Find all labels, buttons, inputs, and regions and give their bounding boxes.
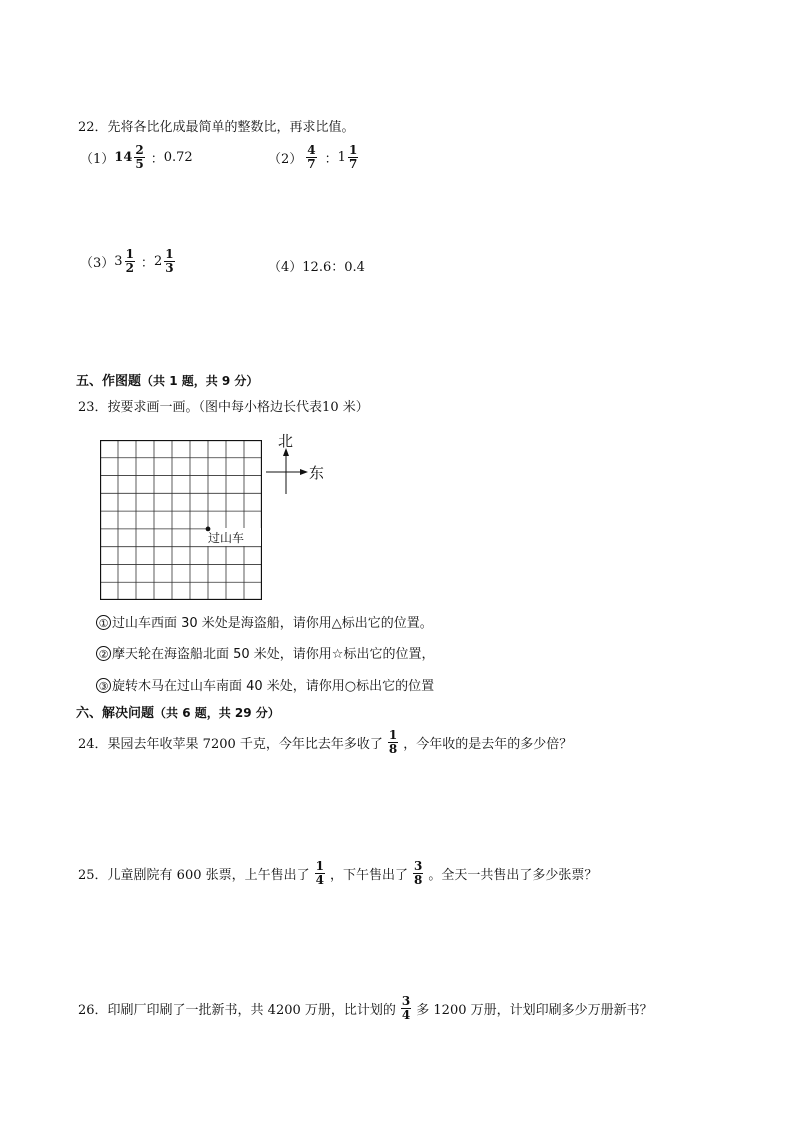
east-arrow-icon — [300, 469, 308, 475]
mixed-number — [114, 144, 146, 171]
denominator: 2 — [125, 261, 134, 275]
q26-text-b: 多 1200 万册，计划印刷多少万册新书？ — [416, 1003, 653, 1018]
section-note: （共 6 题，共 29 分） — [154, 706, 280, 720]
compass-east-label: 东 — [309, 464, 325, 482]
fraction — [315, 860, 325, 887]
denominator: 4 — [315, 873, 324, 887]
ratio-right: 0.72 — [163, 150, 193, 165]
whole-part: 3 — [114, 254, 123, 269]
section-title: 六、解决问题 — [76, 706, 155, 721]
section-note: （共 1 题，共 9 分） — [141, 374, 259, 388]
q22-stem: 22．先将各比化成最简单的整数比，再求比值。 — [78, 120, 355, 135]
q22-item-2 — [268, 144, 360, 171]
q25-text-a: 25．儿童剧院有 600 张票，上午售出了 — [78, 868, 310, 883]
fraction — [306, 144, 316, 171]
numerator: 1 — [165, 247, 174, 261]
numerator: 3 — [401, 994, 411, 1008]
mixed-number — [114, 248, 137, 275]
grid-border — [101, 441, 262, 600]
fraction — [401, 995, 411, 1022]
fraction — [413, 860, 423, 887]
item-label: （3） — [80, 256, 115, 271]
map-grid — [100, 440, 262, 600]
mixed-number — [338, 144, 361, 171]
numerator: 4 — [307, 143, 316, 157]
q25-text-b: ，下午售出了 — [329, 868, 408, 883]
fraction — [134, 144, 144, 171]
q23-item-2 — [96, 643, 434, 662]
q26-text-a: 26．印刷厂印刷了一批新书，共 4200 万册，比计划的 — [78, 1003, 396, 1018]
compass — [262, 432, 332, 498]
landmark-label: 过山车 — [208, 531, 245, 545]
mixed-number — [154, 248, 177, 275]
q25-text-c: 。全天一共售出了多少张票？ — [428, 868, 598, 883]
numerator: 1 — [315, 859, 324, 873]
ratio-text: 12.6：0.4 — [302, 260, 365, 275]
denominator: 7 — [348, 157, 358, 171]
q24-text-a: 24．果园去年收苹果 7200 千克，今年比去年多收了 — [78, 737, 383, 752]
numerator: 1 — [348, 143, 358, 157]
circled-number: ② — [96, 646, 111, 661]
denominator: 7 — [307, 157, 316, 171]
q23-stem: 23．按要求画一画。（图中每小格边长代表10 米） — [78, 400, 369, 415]
item-text: 旋转木马在过山车南面 40 米处，请你用○标出它的位置 — [112, 679, 435, 694]
section-title: 五、作图题 — [76, 374, 142, 389]
item-text: 摩天轮在海盗船北面 50 米处，请你用☆标出它的位置， — [112, 647, 435, 662]
numerator: 2 — [135, 143, 144, 157]
q22-item-4 — [268, 256, 365, 275]
numerator: 1 — [125, 247, 134, 261]
denominator: 5 — [135, 157, 144, 171]
denominator: 8 — [414, 873, 423, 887]
ratio-colon: ： — [324, 152, 338, 167]
denominator: 8 — [388, 742, 398, 756]
whole-part: 14 — [114, 150, 133, 165]
circled-number: ① — [96, 615, 111, 630]
ratio-colon: ： — [150, 152, 164, 167]
fraction — [125, 248, 135, 275]
whole-part: 1 — [337, 150, 346, 165]
ratio-colon: ： — [140, 256, 154, 271]
q24-text-b: ，今年收的是去年的多少倍？ — [403, 737, 573, 752]
denominator: 4 — [401, 1008, 411, 1022]
fraction — [164, 248, 174, 275]
denominator: 3 — [165, 261, 174, 275]
fraction — [348, 144, 358, 171]
circled-number: ③ — [96, 678, 111, 693]
q22-item-3 — [80, 248, 177, 275]
item-label: （2） — [268, 152, 303, 167]
item-label: （4） — [268, 260, 303, 275]
numerator: 1 — [388, 728, 398, 742]
compass-north-label: 北 — [278, 432, 294, 450]
item-text: 过山车西面 30 米处是海盗船，请你用△标出它的位置。 — [112, 616, 433, 631]
section-5-heading — [76, 370, 258, 389]
whole-part: 2 — [153, 254, 163, 269]
numerator: 3 — [414, 859, 423, 873]
section-6-heading — [76, 702, 280, 721]
q25 — [78, 860, 597, 887]
q23-item-3 — [96, 675, 434, 694]
q23-item-1 — [96, 612, 433, 631]
q22-item-1 — [80, 144, 193, 171]
fraction — [388, 729, 398, 756]
q26 — [78, 995, 653, 1022]
q24 — [78, 729, 572, 756]
item-label: （1） — [80, 152, 115, 167]
